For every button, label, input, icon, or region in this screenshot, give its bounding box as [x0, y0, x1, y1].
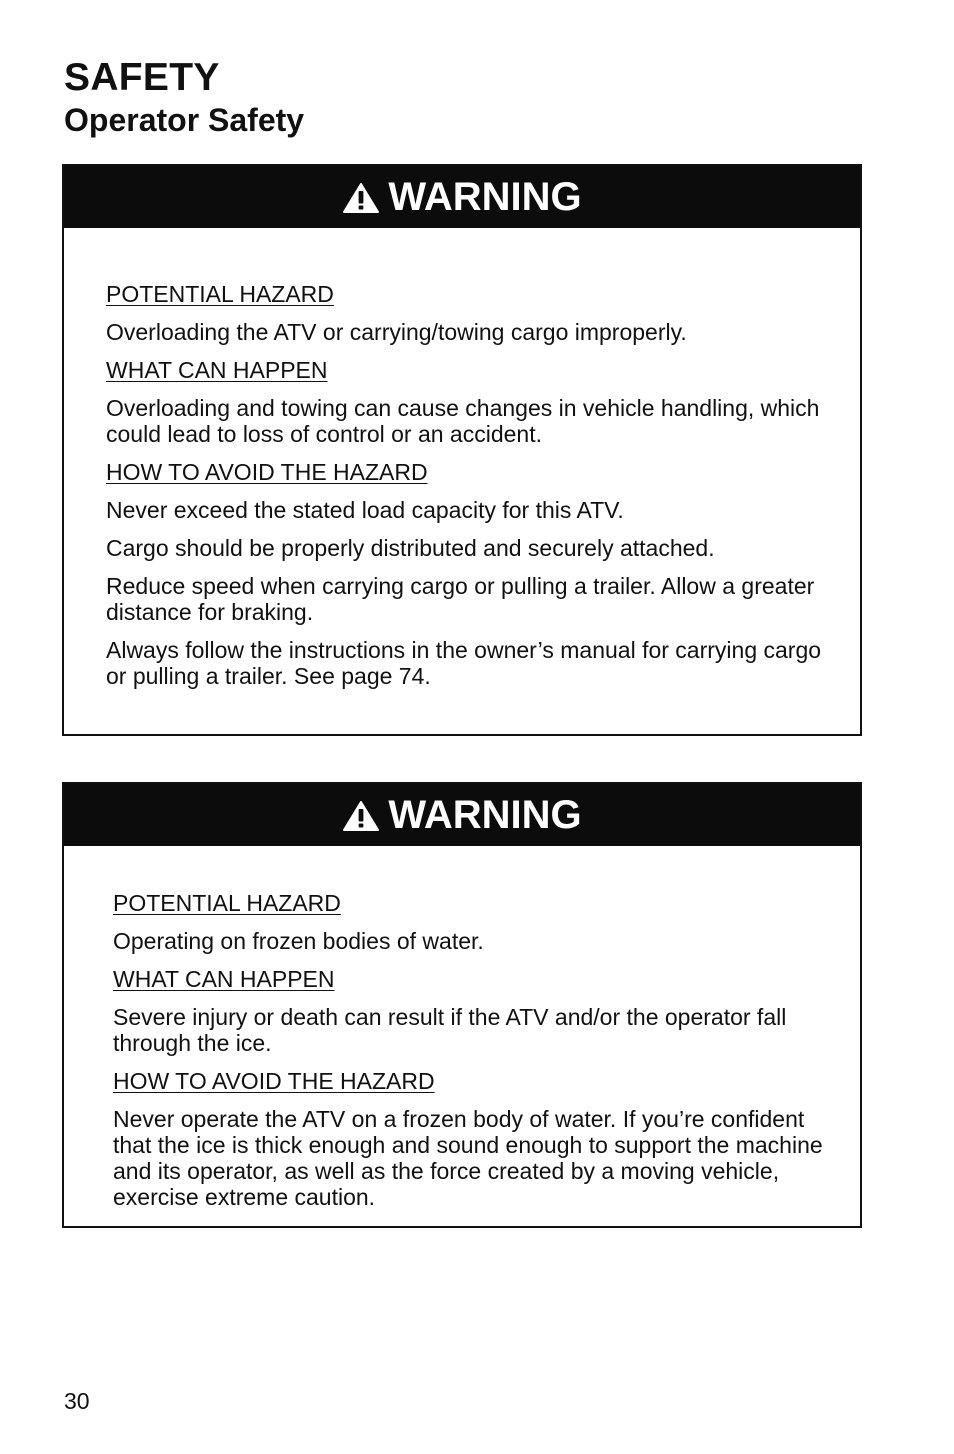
warning-body: [106, 281, 834, 701]
section-subtitle: Operator Safety: [64, 102, 305, 138]
potential-hazard-heading: POTENTIAL HAZARD: [113, 890, 341, 916]
what-can-happen-text: Severe injury or death can result if the ATV and/or the operator fall through the ice.: [113, 1004, 787, 1056]
how-to-avoid-item: Never operate the ATV on a frozen body of water. If you’re confident that the ice is thick enough and sound enough to support the machine and its operator, as well as the force created by a moving vehicle, exercise extreme caution.: [113, 1106, 823, 1210]
how-to-avoid-item: Reduce speed when carrying cargo or pulling a trailer. Allow a greater distance for braking.: [106, 573, 815, 625]
warning-box-frozen-water: [62, 782, 862, 1228]
section-title: SAFETY: [64, 56, 220, 99]
warning-triangle-icon: [342, 800, 380, 832]
warning-box-overloading: [62, 164, 862, 736]
how-to-avoid-item: Cargo should be properly distributed and securely attached.: [106, 535, 715, 561]
warning-title: WARNING: [388, 793, 582, 837]
warning-body: [113, 890, 834, 1222]
warning-header: [64, 784, 860, 846]
how-to-avoid-heading: HOW TO AVOID THE HAZARD: [113, 1068, 435, 1094]
what-can-happen-text: Overloading and towing can cause changes in vehicle handling, which could lead to loss of control or an accident.: [106, 395, 820, 447]
warning-header: [64, 166, 860, 228]
how-to-avoid-item: Always follow the instructions in the owner’s manual for carrying cargo or pulling a trailer. See page 74.: [106, 637, 822, 689]
what-can-happen-heading: WHAT CAN HAPPEN: [106, 357, 328, 383]
potential-hazard-text: Overloading the ATV or carrying/towing cargo improperly.: [106, 319, 687, 345]
how-to-avoid-heading: HOW TO AVOID THE HAZARD: [106, 459, 428, 485]
warning-title: WARNING: [388, 175, 582, 219]
what-can-happen-heading: WHAT CAN HAPPEN: [113, 966, 335, 992]
potential-hazard-heading: POTENTIAL HAZARD: [106, 281, 334, 307]
potential-hazard-text: Operating on frozen bodies of water.: [113, 928, 484, 954]
warning-triangle-icon: [342, 182, 380, 214]
how-to-avoid-item: Never exceed the stated load capacity for this ATV.: [106, 497, 624, 523]
page-number: 30: [64, 1388, 90, 1414]
